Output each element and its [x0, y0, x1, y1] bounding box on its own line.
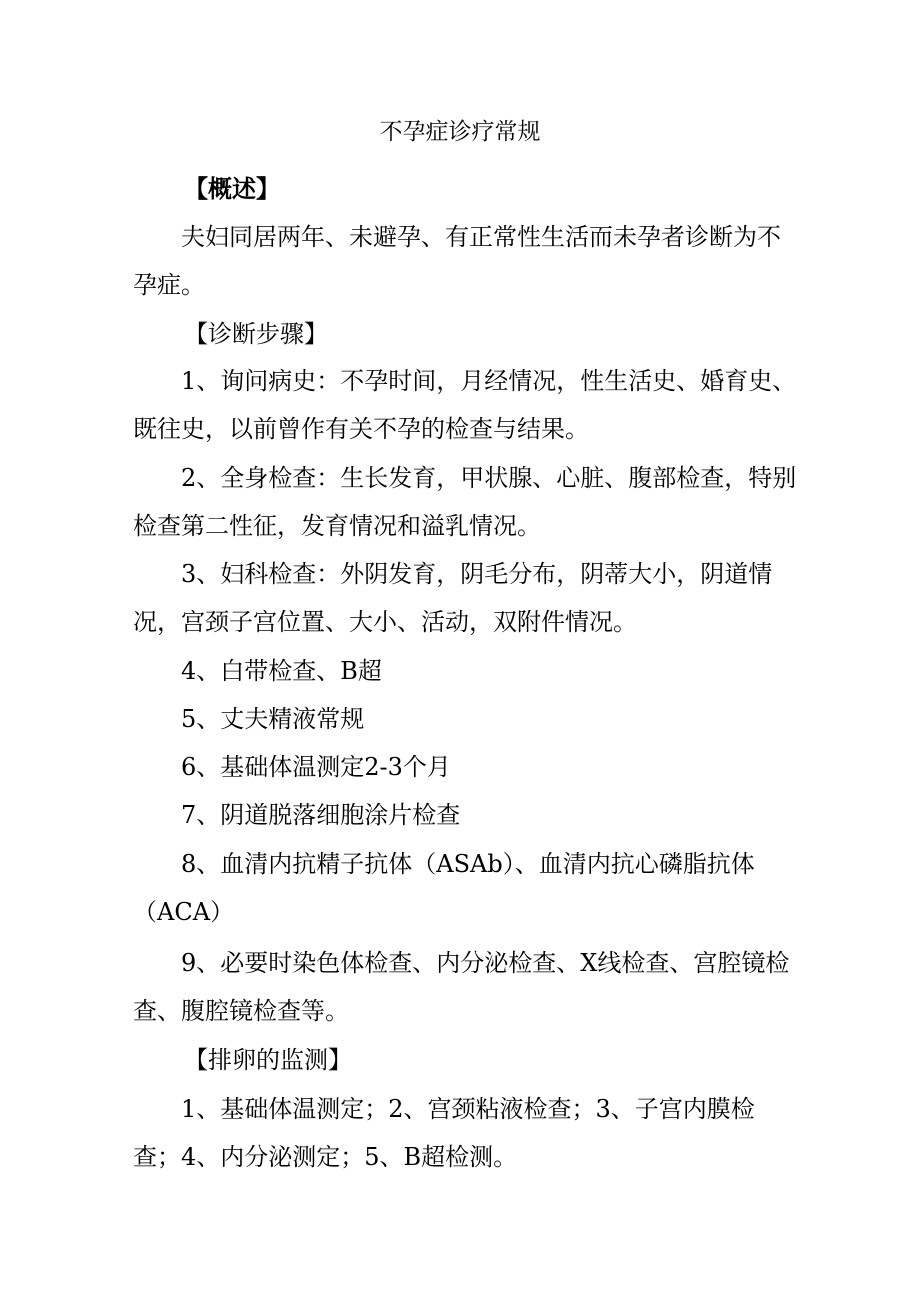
section-heading-ovulation: 【排卵的监测】: [184, 1046, 352, 1074]
document-title: 不孕症诊疗常规: [379, 119, 541, 145]
section-heading-diagnosis: 【诊断步骤】: [184, 320, 328, 348]
diagnosis-item-1: 1、询问病史：不孕时间，月经情况，性生活史、婚育史、既往史，以前曾作有关不孕的检查与结果。: [133, 367, 797, 443]
diagnosis-item-3: 3、妇科检查：外阴发育，阴毛分布，阴蒂大小，阴道情况，宫颈子宫位置、大小、活动，双附件情况。: [133, 560, 773, 636]
diagnosis-item-7: 7、阴道脱落细胞涂片检查: [181, 801, 461, 829]
diagnosis-item-8: 8、血清内抗精子抗体（ASAb）、血清内抗心磷脂抗体（ACA）: [133, 850, 755, 926]
diagnosis-item-5: 5、丈夫精液常规: [181, 705, 365, 733]
overview-paragraph: 夫妇同居两年、未避孕、有正常性生活而未孕者诊断为不孕症。: [133, 223, 781, 299]
diagnosis-item-9: 9、必要时染色体检查、内分泌检查、X线检查、宫腔镜检查、腹腔镜检查等。: [133, 949, 790, 1025]
diagnosis-item-6: 6、基础体温测定2-3个月: [181, 753, 451, 781]
section-heading-overview: 【概述】: [184, 174, 280, 203]
diagnosis-item-4: 4、白带检查、B超: [181, 657, 382, 685]
ovulation-paragraph: 1、基础体温测定；2、宫颈粘液检查；3、子宫内膜检查；4、内分泌测定；5、B超检测。: [133, 1095, 755, 1171]
diagnosis-item-2: 2、全身检查：生长发育，甲状腺、心脏、腹部检查，特别检查第二性征，发育情况和溢乳情况。: [133, 464, 797, 540]
